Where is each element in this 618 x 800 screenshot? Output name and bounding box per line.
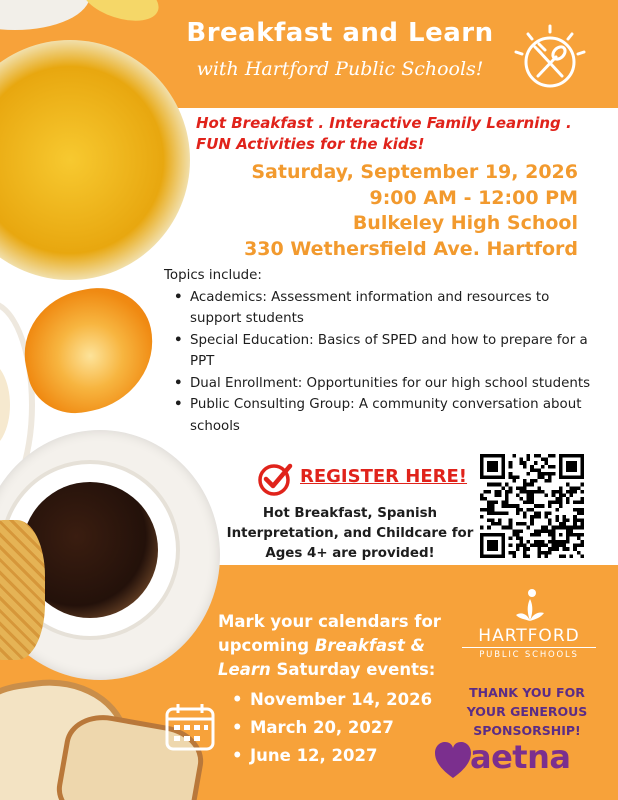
highlights-line-2: FUN Activities for the kids! [196,135,425,153]
topics-heading: Topics include: [164,268,262,283]
waffle-image [0,520,45,660]
calendar-icon [163,700,217,754]
orange-slice-image [13,278,165,422]
upcoming-date: • November 14, 2026 [232,686,432,714]
sponsor-thanks: THANK YOU FOR YOUR GENEROUS SPONSORSHIP! [466,685,588,738]
page-title: Breakfast and Learn [186,18,494,48]
check-circle-icon [256,460,294,498]
topic-item: • Dual Enrollment: Opportunities for our high school students [174,373,604,395]
topic-item: • Public Consulting Group: A community conversation about schools [174,394,604,437]
event-venue: Bulkeley High School [352,212,578,234]
upcoming-date: • June 12, 2027 [232,742,432,770]
qr-code-icon[interactable] [480,454,584,558]
topics-list [174,287,604,438]
upcoming-lead: Mark your calendars for upcoming [218,612,441,655]
hps-subtitle: PUBLIC SCHOOLS [479,650,579,660]
upcoming-events-text [218,610,458,682]
event-date: Saturday, September 19, 2026 [251,161,578,183]
provided-services: Hot Breakfast, Spanish Interpretation, and Childcare for Ages 4+ are provided! [226,506,474,561]
upcoming-tail: Saturday events: [270,660,436,679]
highlights-line-1: Hot Breakfast . Interactive Family Learning . [196,114,572,132]
upcoming-emphasis-2: Learn [218,660,271,679]
topic-item: • Special Education: Basics of SPED and how to prepare for a PPT [174,330,604,373]
aetna-logo: aetna [470,738,571,776]
page-subtitle: with Hartford Public Schools! [196,58,484,80]
upcoming-date: • March 20, 2027 [232,714,432,742]
fork-spoon-icon [512,22,588,98]
event-info [244,160,578,262]
event-address: 330 Wethersfield Ave. Hartford [244,237,578,260]
upcoming-dates-list [232,686,432,770]
register-link[interactable]: REGISTER HERE! [300,466,468,487]
highlights [196,113,596,155]
hps-name: HARTFORD [462,626,596,648]
topic-item: • Academics: Assessment information and resources to support students [174,287,604,330]
topics-section [164,265,604,437]
event-time: 9:00 AM - 12:00 PM [369,186,578,209]
upcoming-emphasis-1: Breakfast & [314,636,425,655]
